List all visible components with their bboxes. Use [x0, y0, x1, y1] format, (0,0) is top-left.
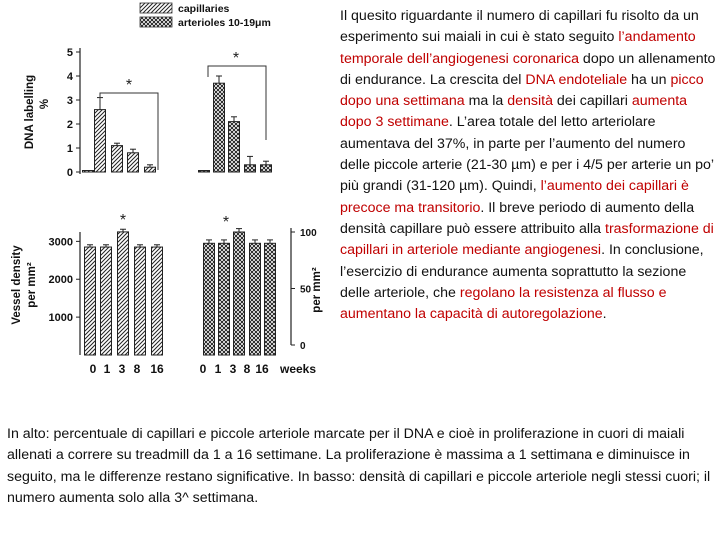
significance-star: * — [119, 212, 127, 229]
bar-capillaries — [101, 247, 112, 355]
highlight-text: l’andamento temporale dell’angiogenesi coronarica — [340, 29, 696, 67]
significance-star: * — [222, 214, 230, 231]
bar-arterioles — [219, 243, 230, 355]
right-text — [340, 6, 716, 325]
y-tick-label-left: 3000 — [48, 236, 73, 249]
x-tick-label: 3 — [229, 362, 237, 376]
bar-arterioles — [265, 243, 276, 355]
y-tick-label-right: 0 — [300, 341, 306, 352]
body-text: . — [602, 306, 607, 323]
y-tick-label: 3 — [66, 95, 73, 107]
bar-arterioles — [234, 232, 245, 355]
y-axis-label: DNA labelling — [24, 74, 36, 150]
bar-arterioles — [204, 243, 215, 355]
y-tick-label: 5 — [66, 47, 73, 59]
y-tick-label: 4 — [66, 71, 73, 83]
bar-capillaries — [85, 247, 96, 355]
x-tick-label: 1 — [214, 362, 222, 376]
highlight-text: trasformazione di capillari in arteriole mediante angiogenesi — [340, 220, 714, 259]
x-tick-label: 16 — [150, 362, 164, 376]
body-text: . Il breve periodo di aumento della densità capillare può essere attribuito alla — [340, 199, 695, 237]
x-tick-label: 0 — [199, 362, 207, 376]
bar-arterioles — [214, 83, 225, 172]
bar-capillaries — [135, 247, 146, 355]
bar-capillaries — [128, 153, 139, 172]
y-tick-label: 2 — [66, 119, 73, 131]
highlight-text: DNA endoteliale — [525, 71, 628, 88]
bar-capillaries — [118, 232, 129, 355]
y-axis-unit: % — [39, 98, 51, 110]
legend-swatch-capillaries — [140, 3, 172, 13]
y-tick-label-left: 1000 — [48, 312, 73, 325]
y-tick-label-left: 2000 — [48, 274, 73, 287]
bar-arterioles — [229, 122, 240, 172]
highlight-text: picco dopo una settimana — [340, 71, 704, 110]
highlight-text: densità — [507, 93, 553, 110]
y-axis-unit-left: per mm² — [26, 262, 38, 308]
x-tick-label: 0 — [89, 362, 97, 376]
bar-capillaries — [152, 247, 163, 355]
x-tick-label: 8 — [133, 362, 141, 376]
body-text: dopo un allenamento di endurance. La crescita del — [340, 50, 716, 88]
body-text: Il quesito riguardante il numero di capillari fu risolto da un esperimento sui maiali in cui è stato seguito — [340, 8, 699, 46]
bar-capillaries — [83, 171, 94, 173]
x-tick-label: 8 — [243, 362, 251, 376]
top-chart — [24, 47, 272, 179]
x-tick-label: weeks — [279, 362, 317, 376]
bar-arterioles — [250, 243, 261, 355]
bar-arterioles — [245, 165, 256, 172]
highlight-text: aumenta dopo 3 settimane — [340, 93, 688, 131]
legend — [140, 3, 271, 29]
x-tick-label: 16 — [255, 362, 269, 376]
y-tick-label: 0 — [66, 167, 73, 179]
y-tick-label-right: 50 — [300, 284, 312, 296]
x-tick-label: 3 — [118, 362, 126, 376]
body-text: dei capillari — [552, 93, 632, 110]
figure — [0, 0, 330, 400]
y-axis-label-right: per mm² — [311, 267, 323, 313]
bottom-chart — [11, 212, 323, 376]
caption: In alto: percentuale di capillari e piccole arteriole marcate per il DNA e cioè in proliferazione in cuori di maiali allenati a correre su treadmill da 1 a 16 settimane. La proliferazione è massima a 1 settimana e diminuisce in seguito, ma le differenze restano significative. In basso: densità di capillari e piccole arteriole negli stessi cuori; il numero aumenta solo alla 3^ settimana. — [7, 426, 711, 506]
bar-arterioles — [261, 165, 272, 172]
legend-label-arterioles: arterioles 10-19μm — [178, 17, 271, 29]
body-text: ha un — [627, 71, 671, 88]
bar-capillaries — [145, 167, 156, 172]
legend-swatch-arterioles — [140, 17, 172, 27]
significance-star: * — [232, 50, 240, 67]
significance-star: * — [125, 77, 133, 94]
highlight-text: regolano la resistenza al flusso e aumentano la capacità di autoregolazione — [340, 284, 667, 323]
highlight-text: l’aumento dei capillari è precoce ma transitorio — [340, 178, 689, 216]
y-tick-label-right: 100 — [300, 228, 317, 239]
y-tick-label: 1 — [66, 143, 73, 155]
y-axis-label-left: Vessel density — [11, 245, 23, 325]
bar-capillaries — [112, 146, 123, 172]
body-text: . In conclusione, l’esercizio di endurance aumenta soprattutto la sezione delle arteriole, che — [340, 242, 704, 301]
legend-label-capillaries: capillaries — [178, 3, 230, 15]
body-text: ma la — [464, 93, 508, 110]
bar-arterioles — [199, 171, 210, 173]
body-text: . L’area totale del letto arteriolare aumentava del 37%, in parte per l’aumento del numero delle piccole arterie (21-30 µm) e per i 4/5 per arterie un po’ più grandi (31-120 µm). Quindi, — [340, 114, 714, 195]
bar-capillaries — [95, 110, 106, 172]
x-tick-label: 1 — [103, 362, 111, 376]
